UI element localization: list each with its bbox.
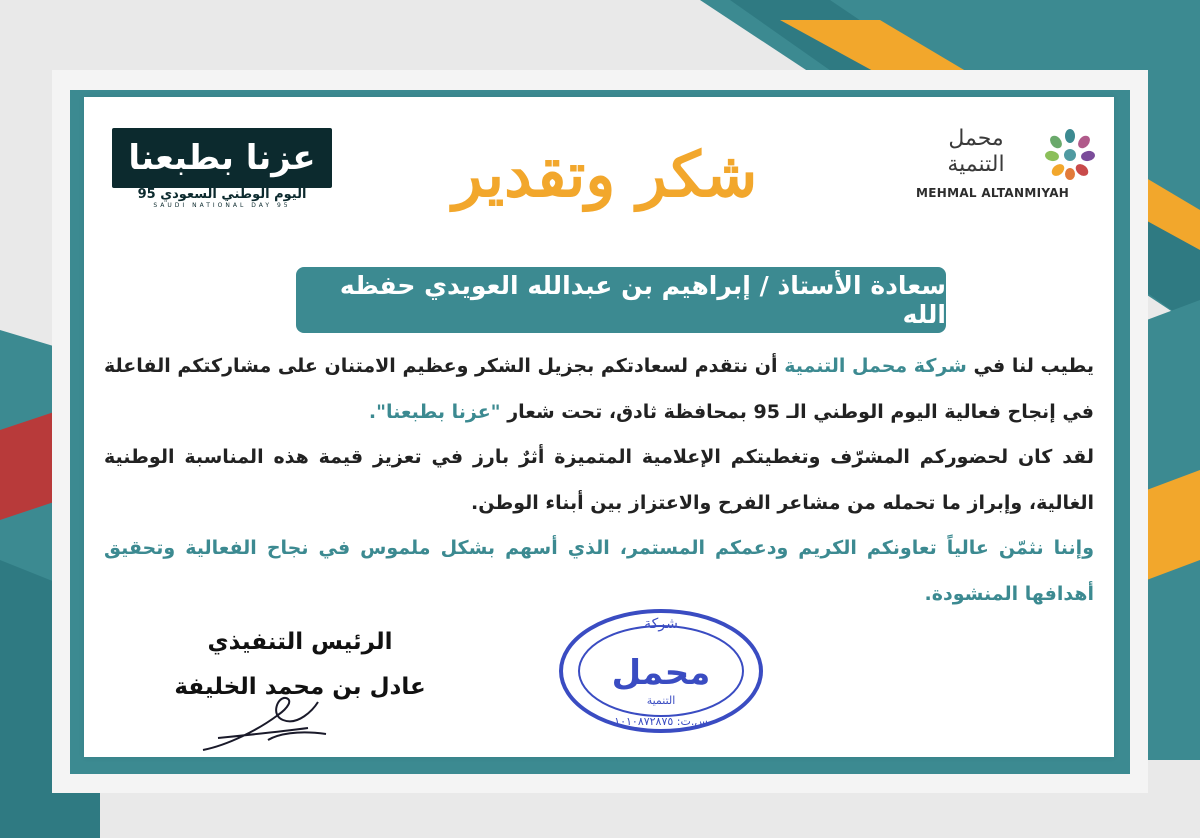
- letter-paragraph-1: [104, 344, 1094, 435]
- handwritten-signature: [198, 690, 338, 760]
- company-stamp: [556, 606, 766, 736]
- letter-body: [104, 344, 1094, 617]
- national-day-logo: [112, 128, 332, 188]
- letter-p1-text: يطيب لنا في: [966, 355, 1094, 377]
- stamp-top-text: شركة: [644, 616, 678, 632]
- national-day-subtitle-en: SAUDI NATIONAL DAY 95: [153, 202, 291, 209]
- stamp-bottom-text: س.ت: ١٠١٠٨٧٢٨٧٥: [614, 715, 708, 728]
- company-emblem-icon: [1044, 128, 1096, 180]
- recipient-banner: [296, 267, 946, 333]
- signatory-name: عادل بن محمد الخليفة: [174, 674, 426, 700]
- company-name-ar: [916, 126, 1036, 178]
- national-day-subtitle: اليوم الوطني السعودي 95: [137, 187, 307, 202]
- certificate-headline: شكر وتقدير: [452, 138, 758, 211]
- company-name-ar-line2: التنمية: [947, 152, 1005, 177]
- letter-p1-text-continued: أن نتقدم لسعادتكم بجزيل الشكر وعظيم الامتنان على مشاركتكم الفاعلة في إنجاح فعالية اليوم الوطني الـ 95 بمحافظة ثادق، تحت شعار: [104, 355, 1094, 423]
- stamp-sub-text: التنمية: [646, 694, 676, 707]
- letter-paragraph-2: لقد كان لحضوركم المشرّف وتغطيتكم الإعلامية المتميزة أثرٌ بارز في تعزيز قيمة هذه المناسبة الوطنية الغالية، وإبراز ما تحمله من مشاعر الفرح والاعتزاز بين أبناء الوطن.: [104, 446, 1094, 514]
- company-logo: [916, 126, 1098, 206]
- letter-paragraph-3: وإننا نثمّن عالياً تعاونكم الكريم ودعمكم المستمر، الذي أسهم بشكل ملموس في نجاح الفعالية وتحقيق أهدافها المنشودة.: [104, 537, 1094, 605]
- national-day-caption: [112, 187, 332, 213]
- signatory-title: الرئيس التنفيذي: [207, 629, 393, 655]
- letter-slogan: "عزنا بطبعنا".: [368, 400, 501, 423]
- letter-company-name: شركة محمل التنمية: [784, 355, 967, 377]
- national-day-slogan: عزنا بطبعنا: [128, 138, 316, 178]
- company-name-ar-line1: محمل: [948, 126, 1004, 151]
- stamp-center-text: محمل: [611, 653, 711, 693]
- company-name-en: MEHMAL ALTANMIYAH: [916, 186, 1070, 200]
- recipient-name: سعادة الأستاذ / إبراهيم بن عبدالله العويدي حفظه الله: [339, 271, 946, 329]
